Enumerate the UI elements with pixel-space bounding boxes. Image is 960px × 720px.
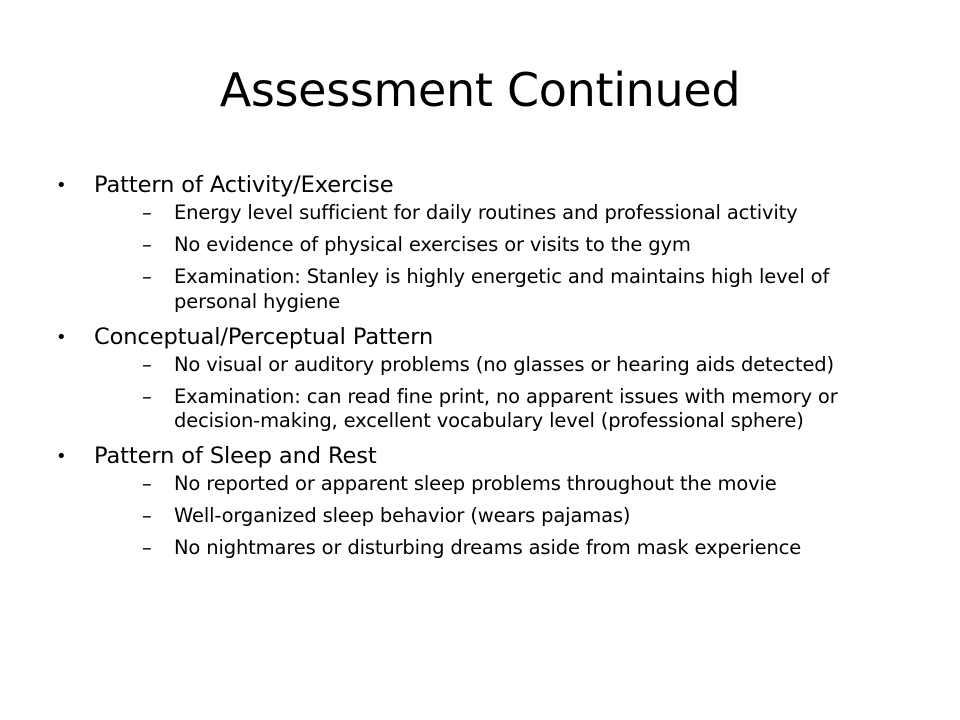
bullet-text: Pattern of Activity/Exercise	[94, 172, 394, 198]
dash-icon: –	[142, 233, 152, 256]
sub-bullet-item	[94, 472, 916, 497]
sub-bullet-item	[94, 353, 916, 378]
sub-bullet-item	[94, 265, 916, 314]
sub-bullet-list	[94, 353, 916, 434]
bullet-icon: •	[56, 175, 67, 196]
bullet-item-sleep-rest	[56, 441, 916, 561]
sub-bullet-text: No visual or auditory problems (no glasses or hearing aids detected)	[174, 352, 834, 376]
dash-icon: –	[142, 352, 152, 376]
dash-icon: –	[142, 504, 152, 527]
bullet-item-activity-exercise	[56, 170, 916, 314]
sub-bullet-text: No evidence of physical exercises or visits to the gym	[174, 233, 691, 256]
sub-bullet-text: Well-organized sleep behavior (wears pajamas)	[174, 504, 631, 527]
bullet-list	[56, 170, 916, 568]
sub-bullet-item	[94, 385, 916, 434]
bullet-text: Conceptual/Perceptual Pattern	[94, 323, 434, 350]
sub-bullet-item	[94, 536, 916, 561]
sub-bullet-list	[94, 472, 916, 561]
dash-icon: –	[142, 201, 152, 224]
sub-bullet-item	[94, 201, 916, 226]
slide-title: Assessment Continued	[219, 63, 741, 117]
sub-bullet-text: Energy level sufficient for daily routines and professional activity	[174, 201, 798, 224]
dash-icon: –	[142, 265, 152, 288]
bullet-icon: •	[56, 446, 67, 467]
dash-icon: –	[142, 472, 152, 495]
sub-bullet-text: No nightmares or disturbing dreams aside from mask experience	[174, 536, 802, 559]
bullet-item-conceptual-perceptual	[56, 322, 916, 434]
dash-icon: –	[142, 384, 152, 408]
sub-bullet-text: No reported or apparent sleep problems throughout the movie	[174, 472, 777, 495]
bullet-text: Pattern of Sleep and Rest	[94, 443, 377, 469]
sub-bullet-item	[94, 233, 916, 258]
sub-bullet-text: Examination: can read fine print, no apparent issues with memory or decision-making, excellent vocabulary level (professional sphere)	[174, 384, 838, 432]
sub-bullet-list	[94, 201, 916, 314]
dash-icon: –	[142, 536, 152, 559]
sub-bullet-text: Examination: Stanley is highly energetic and maintains high level of personal hygiene	[174, 265, 830, 313]
bullet-icon: •	[56, 326, 67, 348]
sub-bullet-item	[94, 504, 916, 529]
